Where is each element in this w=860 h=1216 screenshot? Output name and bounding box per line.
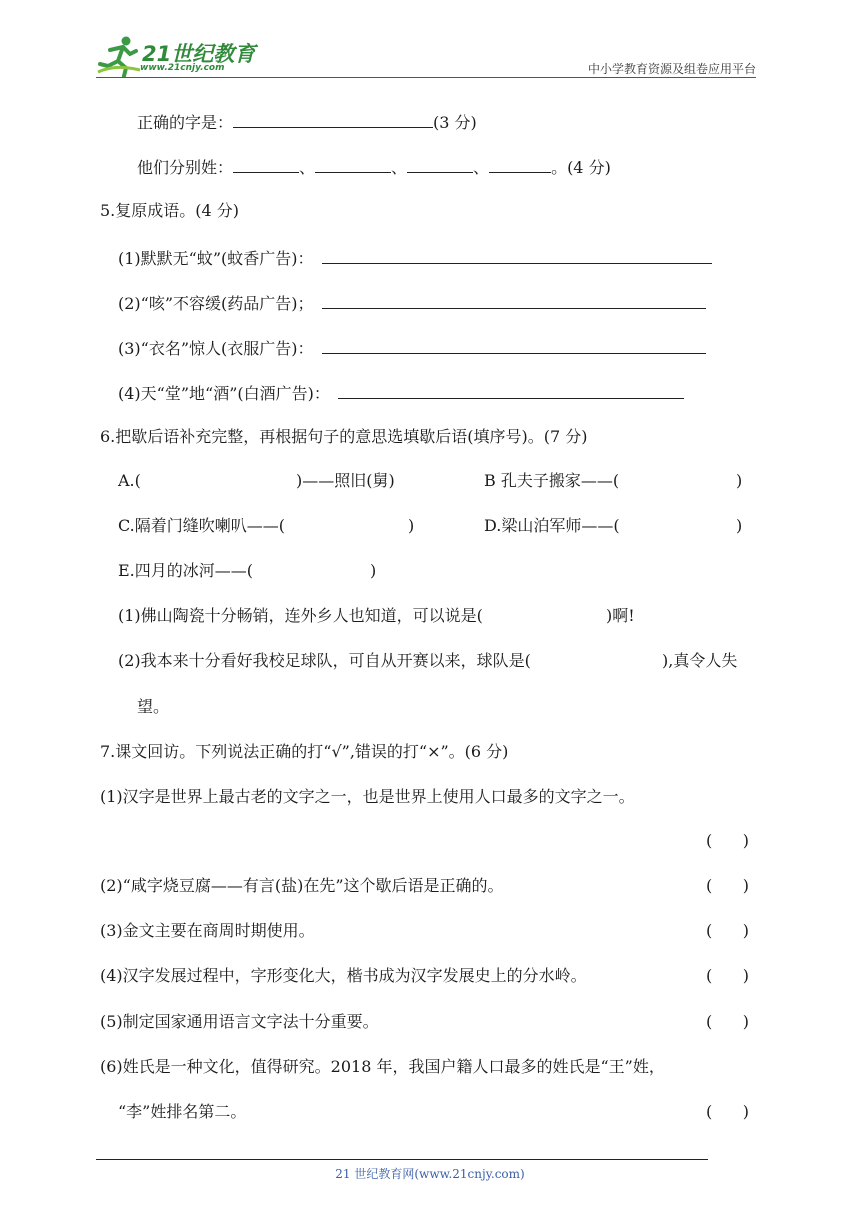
site-logo[interactable] [96,34,266,78]
q5-answer-blank-2[interactable] [322,290,706,309]
q6-sentence-1-b: )啊! [606,606,635,625]
q6-option-e-open: E.四月的冰河——( [118,561,254,580]
q5-item-text: (2)“咳”不容缓(药品广告)； [118,294,314,313]
q4-surname-blank-1[interactable] [233,154,299,173]
q6-sentence-2-a: (2)我本来十分看好我校足球队，可自从开赛以来，球队是( [118,651,531,670]
q7-answer-paren-4[interactable]: ( ) [706,966,749,985]
separator: 、 [299,158,316,177]
q5-item-text: (3)“衣名”惊人(衣服广告)： [118,339,314,358]
q5-answer-blank-3[interactable] [322,335,706,354]
q4-surname-blank-4[interactable] [489,154,551,173]
q5-title: 5.复原成语。(4 分) [100,201,240,220]
q5-item-1 [118,245,712,271]
runner-logo-icon [96,34,142,78]
page-header [0,0,860,80]
q7-item-4: (4)汉字发展过程中，字形变化大，楷书成为汉字发展史上的分水岭。 [100,966,587,985]
q7-item-6: (6)姓氏是一种文化，值得研究。2018 年，我国户籍人口最多的姓氏是“王”姓， [100,1057,665,1076]
q7-answer-paren-1[interactable]: ( ) [706,831,749,850]
q4-surname-label: 他们分别姓： [137,158,234,177]
q6-option-a-close: )——照旧(舅) [296,471,395,490]
q7-item-6-cont: “李”姓排名第二。 [118,1102,247,1121]
q7-item-3: (3)金文主要在商周时期使用。 [100,921,315,940]
q6-option-d-close: ) [736,516,743,535]
q4-correct-blank[interactable] [233,109,433,128]
q7-title: 7.课文回访。下列说法正确的打“√”,错误的打“×”。(6 分) [100,742,509,761]
q6-sentence-2-b: ),真令人失 [662,651,738,670]
q5-item-4 [118,380,684,406]
q5-item-text: (1)默默无“蚊”(蚊香广告)： [118,249,314,268]
logo-url: www.21cnjy.com [140,63,225,73]
q7-item-5: (5)制定国家通用语言文字法十分重要。 [100,1012,379,1031]
q6-option-c-close: ) [408,516,415,535]
q6-sentence-1-a: (1)佛山陶瓷十分畅销，连外乡人也知道，可以说是( [118,606,483,625]
separator: 、 [391,158,408,177]
q6-option-e-close: ) [370,561,377,580]
q4-correct-label: 正确的字是： [137,113,234,132]
page-footer[interactable]: 21 世纪教育网(www.21cnjy.com) [335,1167,525,1181]
q7-answer-paren-5[interactable]: ( ) [706,1012,749,1031]
q4-correct-score: (3 分) [433,113,477,132]
q6-option-b-close: ) [736,471,743,490]
q4-surname-blank-2[interactable] [315,154,391,173]
separator: 、 [473,158,490,177]
q4-surname-score: 。(4 分) [551,158,611,177]
header-platform-name: 中小学教育资源及组卷应用平台 [587,62,756,76]
logo-text: 21世纪教育 [142,42,256,66]
q6-option-d-open: D.梁山泊军师——( [484,516,620,535]
q5-item-3 [118,335,706,361]
q4-surname-line [137,154,611,180]
footer-divider [96,1159,708,1160]
q6-option-c-open: C.隔着门缝吹喇叭——( [118,516,286,535]
q6-sentence-2-c: 望。 [137,697,170,716]
q7-answer-paren-2[interactable]: ( ) [706,876,749,895]
q5-answer-blank-1[interactable] [322,245,712,264]
q6-option-b-open: B 孔夫子搬家——( [484,471,620,490]
q7-item-2: (2)“咸字烧豆腐——有言(盐)在先”这个歇后语是正确的。 [100,876,504,895]
q7-answer-paren-6[interactable]: ( ) [706,1102,749,1121]
q7-answer-paren-3[interactable]: ( ) [706,921,749,940]
q7-item-1: (1)汉字是世界上最古老的文字之一，也是世界上使用人口最多的文字之一。 [100,787,635,806]
q6-option-a-open: A.( [118,471,141,490]
header-divider [96,77,756,78]
q4-correct-line [137,109,477,135]
q6-title: 6.把歇后语补充完整，再根据句子的意思选填歇后语(填序号)。(7 分) [100,427,588,446]
q5-answer-blank-4[interactable] [338,380,684,399]
q5-item-2 [118,290,706,316]
q5-item-text: (4)天“堂”地“酒”(白酒广告)： [118,384,330,403]
q4-surname-blank-3[interactable] [407,154,473,173]
